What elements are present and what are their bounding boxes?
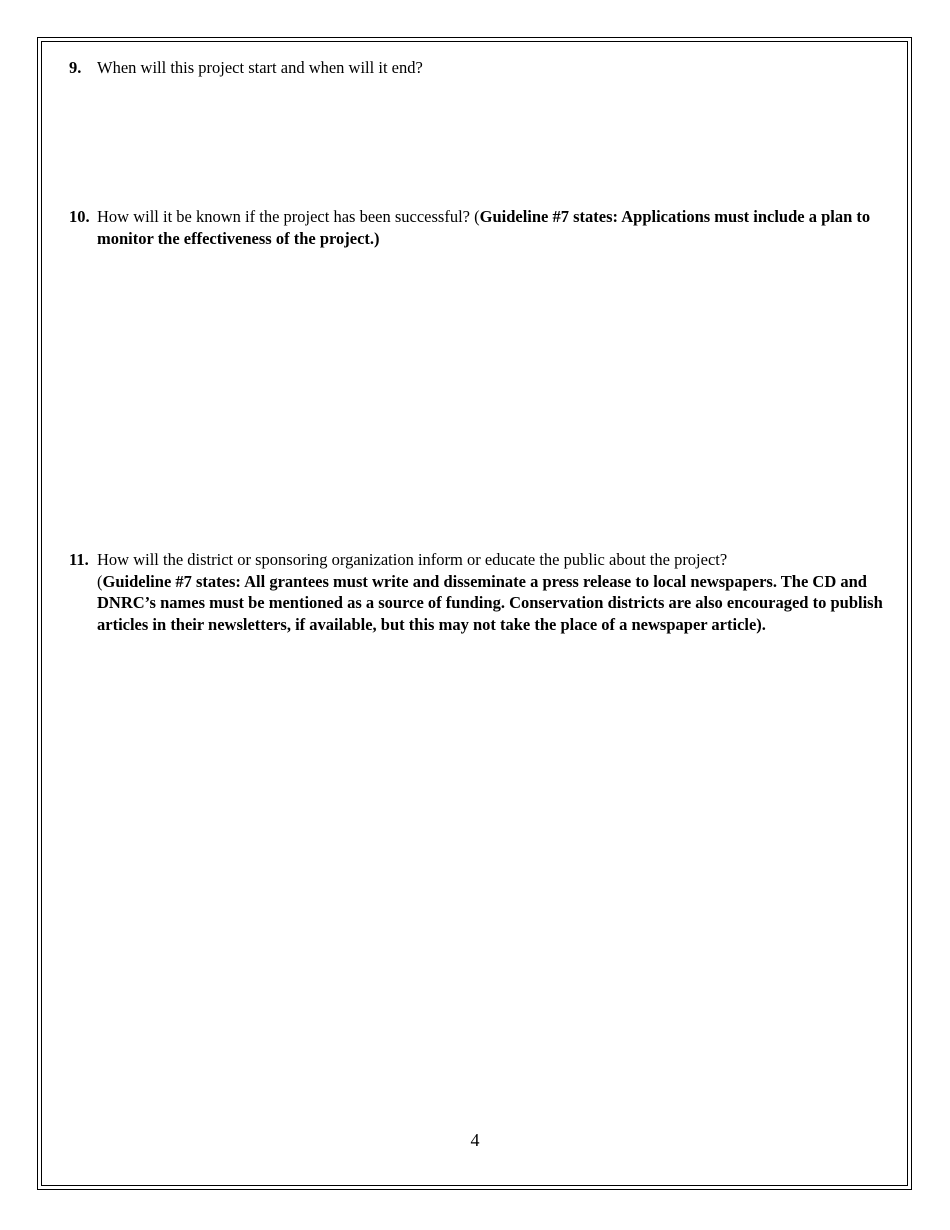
question-text-block [97, 57, 889, 79]
question-number: 11. [69, 550, 89, 569]
guideline-text: Guideline #7 states: All grantees must write and disseminate a press release to local newspapers. The CD and DNRC’s names must be mentioned as a source of funding. Conservation districts are also encouraged to publish articles in their newsletters, if available, but this may not take the place of a newspaper article). [97, 571, 883, 634]
question-text: How will the district or sponsoring organization inform or educate the public about the project? [97, 550, 728, 569]
question-number: 9. [69, 58, 82, 77]
question-9 [69, 57, 889, 79]
question-text: How will it be known if the project has been successful? ( [97, 207, 480, 226]
question-text: When will this project start and when will it end? [97, 58, 423, 77]
question-text-block [97, 549, 889, 635]
guideline-text: Guideline #7 states: Applications must include a plan to monitor the effectiveness of the project.) [97, 207, 871, 248]
question-10 [69, 206, 889, 249]
question-11 [69, 549, 889, 635]
page-number: 4 [470, 1130, 480, 1150]
question-text-block [97, 206, 889, 249]
guideline-open-paren: ( [97, 571, 103, 591]
question-number: 10. [69, 207, 90, 226]
